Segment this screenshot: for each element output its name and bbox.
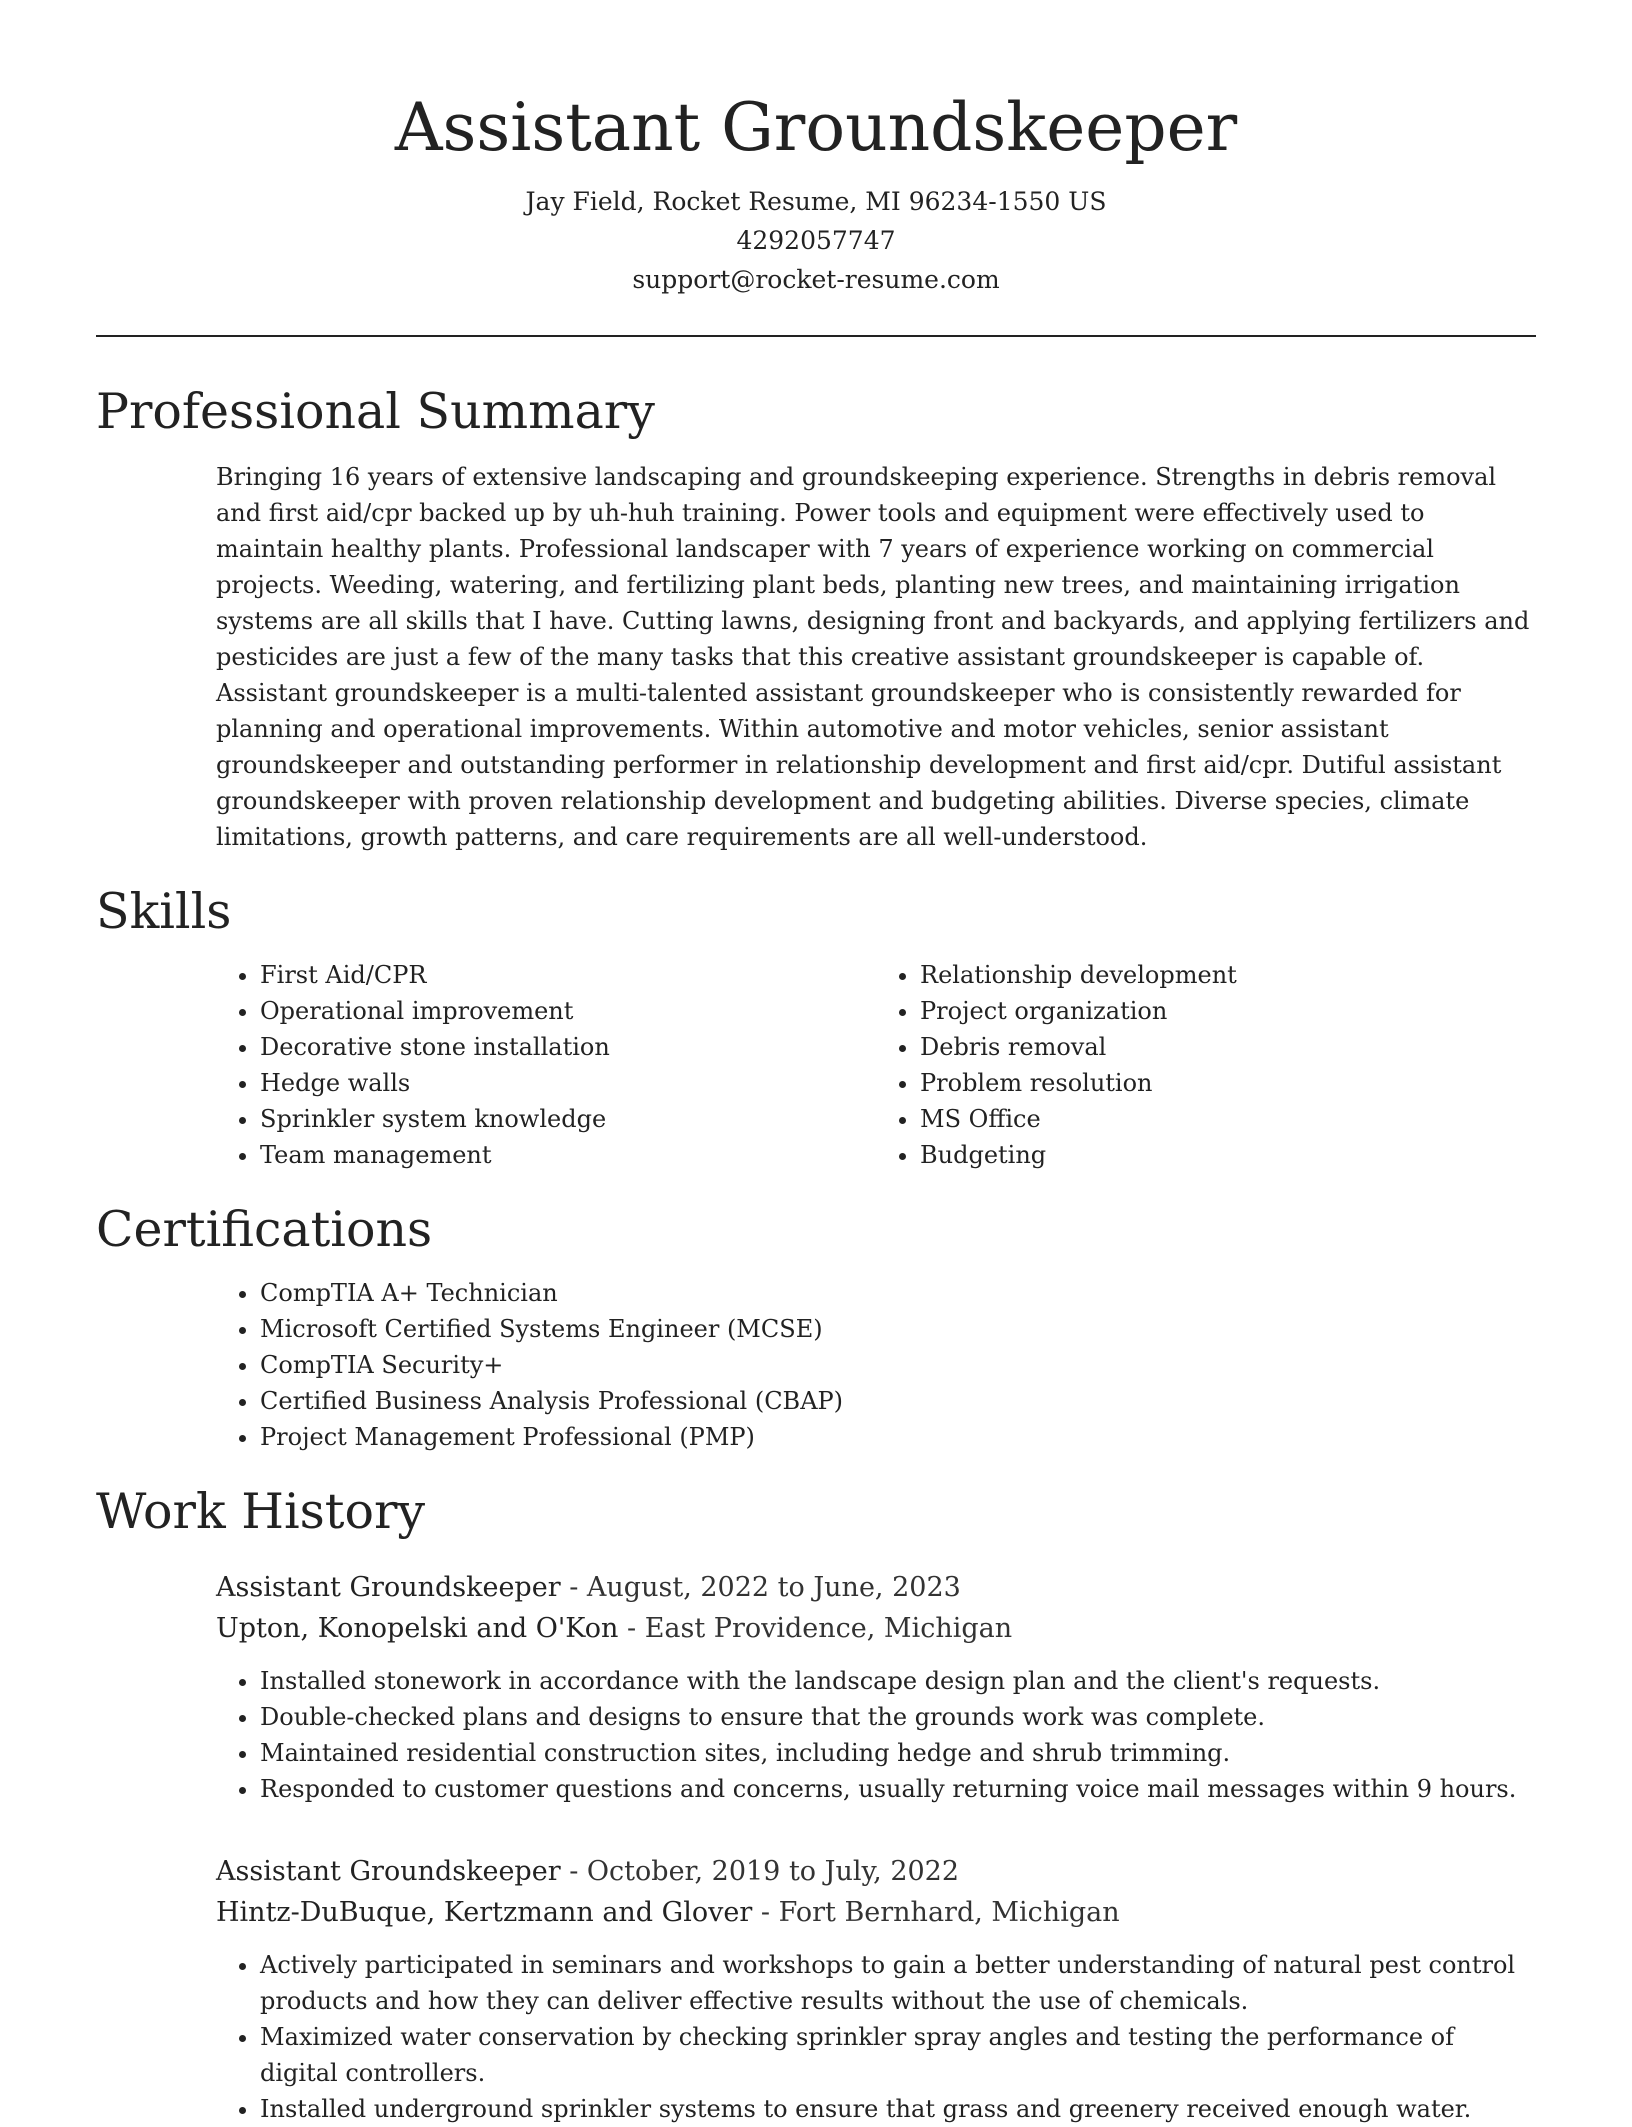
list-item: • Project organization xyxy=(920,993,1536,1029)
list-item: • Budgeting xyxy=(920,1137,1536,1173)
job-dates: August, 2022 to June, 2023 xyxy=(586,1572,961,1603)
list-item: • Installed stonework in accordance with the landscape design plan and the client's requests. xyxy=(260,1663,1536,1699)
list-item: • Installed underground sprinkler systems to ensure that grass and greenery received enough water. xyxy=(260,2091,1536,2127)
list-item: • First Aid/CPR xyxy=(260,957,876,993)
contact-block xyxy=(96,182,1536,299)
contact-phone: 4292057747 xyxy=(736,226,896,255)
skills-section xyxy=(96,877,1536,1173)
resume-header xyxy=(96,0,1536,299)
list-item: • CompTIA Security+ xyxy=(260,1347,1536,1383)
job-separator: - xyxy=(760,1897,779,1928)
summary-section xyxy=(96,377,1536,855)
job-company-line xyxy=(216,1608,1536,1649)
job-separator: - xyxy=(569,1856,587,1887)
list-item: • Certified Business Analysis Professional (CBAP) xyxy=(260,1383,1536,1419)
list-item: • Maximized water conservation by checking sprinkler spray angles and testing the performance of digital controllers. xyxy=(260,2019,1536,2091)
job-company-line xyxy=(216,1892,1536,1933)
list-item: • Operational improvement xyxy=(260,993,876,1029)
job-separator: - xyxy=(626,1613,645,1644)
job-entry xyxy=(216,1851,1536,2127)
contact-address: Jay Field, Rocket Resume, MI 96234-1550 US xyxy=(525,187,1107,216)
list-item: • Responded to customer questions and concerns, usually returning voice mail messages within 9 hours. xyxy=(260,1771,1536,1807)
skills-columns xyxy=(216,947,1536,1173)
list-item: • Team management xyxy=(260,1137,876,1173)
list-item: • Relationship development xyxy=(920,957,1536,993)
header-divider xyxy=(96,335,1536,337)
job-title: Assistant Groundskeeper xyxy=(216,1856,561,1887)
skills-list-right xyxy=(876,957,1536,1173)
list-item: • CompTIA A+ Technician xyxy=(260,1275,1536,1311)
job-title: Assistant Groundskeeper xyxy=(216,1572,561,1603)
list-item: • Debris removal xyxy=(920,1029,1536,1065)
job-location: Fort Bernhard, Michigan xyxy=(778,1897,1120,1928)
certifications-list xyxy=(216,1275,1536,1455)
job-bullets xyxy=(216,1947,1536,2127)
work-history-heading: Work History xyxy=(96,1483,426,1540)
certifications-heading: Certifications xyxy=(96,1201,433,1258)
job-dates: October, 2019 to July, 2022 xyxy=(586,1856,960,1887)
job-company: Upton, Konopelski and O'Kon xyxy=(216,1613,619,1644)
list-item: • Microsoft Certified Systems Engineer (MCSE) xyxy=(260,1311,1536,1347)
list-item: • Actively participated in seminars and workshops to gain a better understanding of natural pest control products and how they can deliver effective results without the use of chemicals. xyxy=(260,1947,1536,2019)
work-history-section xyxy=(96,1477,1536,2127)
list-item: • Double-checked plans and designs to ensure that the grounds work was complete. xyxy=(260,1699,1536,1735)
certifications-section xyxy=(96,1195,1536,1455)
skills-heading: Skills xyxy=(96,883,232,940)
candidate-name: Assistant Groundskeeper xyxy=(394,89,1238,166)
job-entry xyxy=(216,1567,1536,1807)
summary-heading: Professional Summary xyxy=(96,383,655,440)
contact-email: support@rocket-resume.com xyxy=(632,265,1000,294)
job-separator: - xyxy=(569,1572,587,1603)
list-item: • Maintained residential construction sites, including hedge and shrub trimming. xyxy=(260,1735,1536,1771)
job-title-line xyxy=(216,1567,1536,1608)
list-item: • Decorative stone installation xyxy=(260,1029,876,1065)
list-item: • Problem resolution xyxy=(920,1065,1536,1101)
list-item: • Project Management Professional (PMP) xyxy=(260,1419,1536,1455)
list-item: • Sprinkler system knowledge xyxy=(260,1101,876,1137)
skills-list-left xyxy=(216,957,876,1173)
job-bullets xyxy=(216,1663,1536,1807)
job-location: East Providence, Michigan xyxy=(644,1613,1013,1644)
summary-text: Bringing 16 years of extensive landscaping and groundskeeping experience. Strengths in debris removal and first aid/cpr backed up by uh-huh training. Power tools and equipment were effectively used to maintain healthy plants. Professional landscaper with 7 years of experience working on commercial projects. Weeding, watering, and fertilizing plant beds, planting new trees, and maintaining irrigation systems are all skills that I have. Cutting lawns, designing front and backyards, and applying fertilizers and pesticides are just a few of the many tasks that this creative assistant groundskeeper is capable of. Assistant groundskeeper is a multi-talented assistant groundskeeper who is consistently rewarded for planning and operational improvements. Within automotive and motor vehicles, senior assistant groundskeeper and outstanding performer in relationship development and first aid/cpr. Dutiful assistant groundskeeper with proven relationship development and budgeting abilities. Diverse species, climate limitations, growth patterns, and care requirements are all well-understood. xyxy=(216,463,1530,851)
list-item: • Hedge walls xyxy=(260,1065,876,1101)
resume-page xyxy=(96,0,1536,2127)
list-item: • MS Office xyxy=(920,1101,1536,1137)
job-title-line xyxy=(216,1851,1536,1892)
job-company: Hintz-DuBuque, Kertzmann and Glover xyxy=(216,1897,753,1928)
